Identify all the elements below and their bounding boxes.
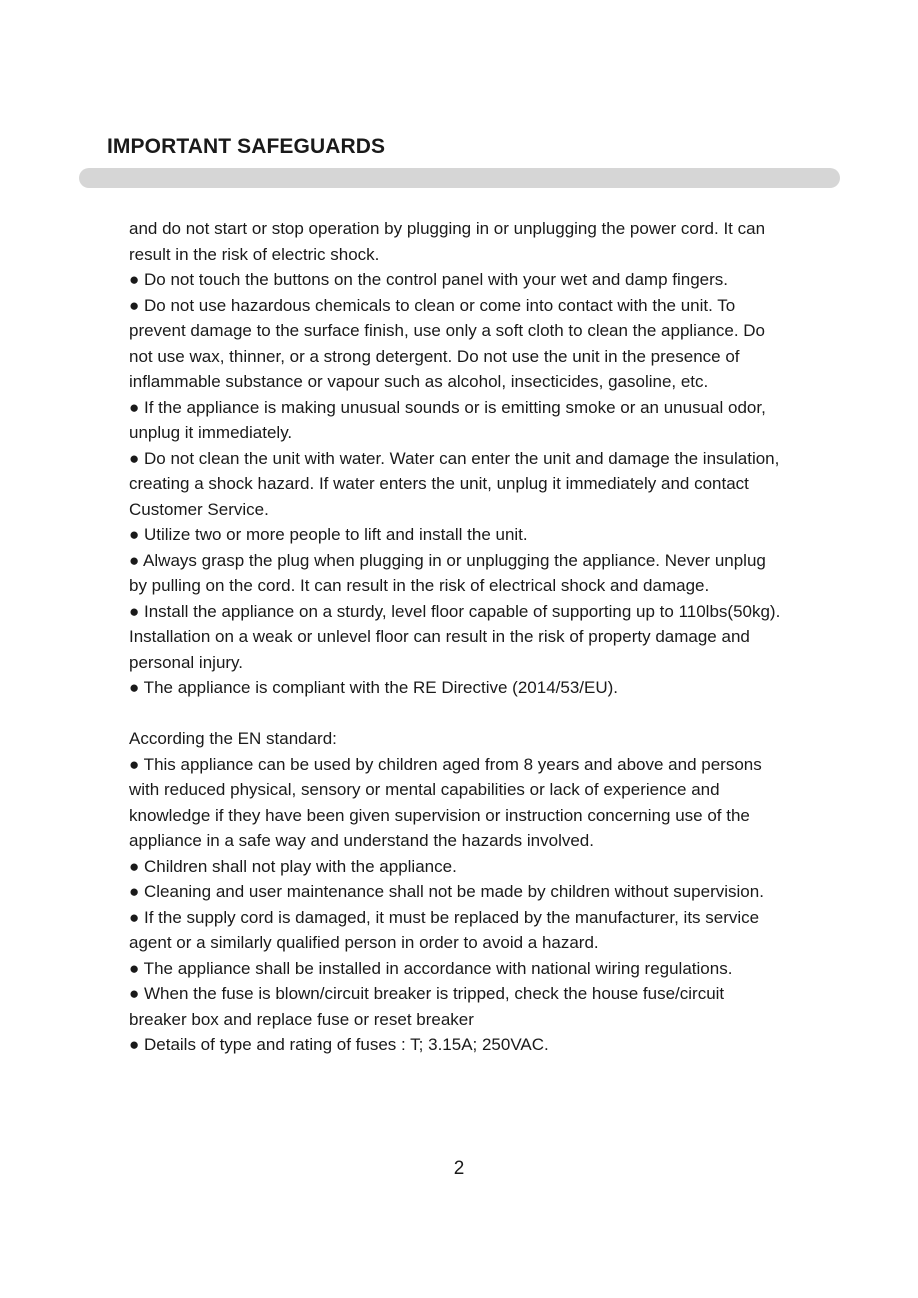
text-line: appliance in a safe way and understand the hazards involved. — [129, 831, 594, 850]
text-line: ● If the appliance is making unusual sounds or is emitting smoke or an unusual odor, — [129, 397, 766, 417]
text-line: agent or a similarly qualified person in order to avoid a hazard. — [129, 933, 599, 952]
text-line: and do not start or stop operation by plugging in or unplugging the power cord. It can — [129, 219, 766, 238]
text-line: unplug it immediately. — [129, 423, 293, 442]
text-line: prevent damage to the surface finish, use only a soft cloth to clean the appliance. Do — [129, 321, 765, 340]
text-line: ● When the fuse is blown/circuit breaker is tripped, check the house fuse/circuit — [129, 984, 725, 1003]
page-number: 2 — [453, 1158, 465, 1179]
text-line: ● Details of type and rating of fuses : T; 3.15A; 250VAC. — [129, 1035, 549, 1054]
safeguards-text — [129, 216, 780, 1058]
text-line: by pulling on the cord. It can result in the risk of electrical shock and damage. — [129, 576, 710, 595]
text-line: with reduced physical, sensory or mental capabilities or lack of experience and — [129, 780, 720, 799]
page-title: IMPORTANT SAFEGUARDS — [107, 135, 386, 158]
text-line: ● The appliance is compliant with the RE Directive (2014/53/EU). — [129, 678, 619, 697]
text-line: Installation on a weak or unlevel floor can result in the risk of property damage and — [129, 627, 750, 646]
text-line: Customer Service. — [129, 499, 269, 519]
text-line: ● Do not use hazardous chemicals to clean or come into contact with the unit. To — [129, 295, 736, 315]
text-line: inflammable substance or vapour such as alcohol, insecticides, gasoline, etc. — [129, 372, 709, 391]
text-line: ● Install the appliance on a sturdy, level floor capable of supporting up to 110lbs(50kg). — [129, 601, 781, 621]
text-line: breaker box and replace fuse or reset breaker — [129, 1009, 474, 1029]
text-line: ● This appliance can be used by children aged from 8 years and above and persons — [129, 754, 762, 774]
text-line: creating a shock hazard. If water enters the unit, unplug it immediately and contact — [129, 474, 749, 493]
text-line: According the EN standard: — [129, 729, 337, 748]
text-line: result in the risk of electric shock. — [129, 244, 380, 264]
text-line: ● The appliance shall be installed in accordance with national wiring regulations. — [129, 958, 733, 978]
text-line: personal injury. — [129, 652, 244, 672]
text-line: knowledge if they have been given supervision or instruction concerning use of the — [129, 805, 750, 825]
text-line: ● If the supply cord is damaged, it must be replaced by the manufacturer, its service — [129, 907, 760, 927]
text-line: ● Utilize two or more people to lift and install the unit. — [129, 525, 528, 544]
text-line — [129, 701, 780, 727]
text-line: ● Do not touch the buttons on the control panel with your wet and damp fingers. — [129, 270, 729, 289]
text-line: ● Always grasp the plug when plugging in or unplugging the appliance. Never unplug — [129, 550, 766, 570]
text-line: ● Cleaning and user maintenance shall not be made by children without supervision. — [129, 882, 764, 901]
text-line: ● Do not clean the unit with water. Water can enter the unit and damage the insulation, — [129, 448, 780, 468]
header-divider-bar — [79, 168, 840, 188]
text-line: not use wax, thinner, or a strong detergent. Do not use the unit in the presence of — [129, 346, 740, 366]
text-line: ● Children shall not play with the appliance. — [129, 856, 457, 876]
